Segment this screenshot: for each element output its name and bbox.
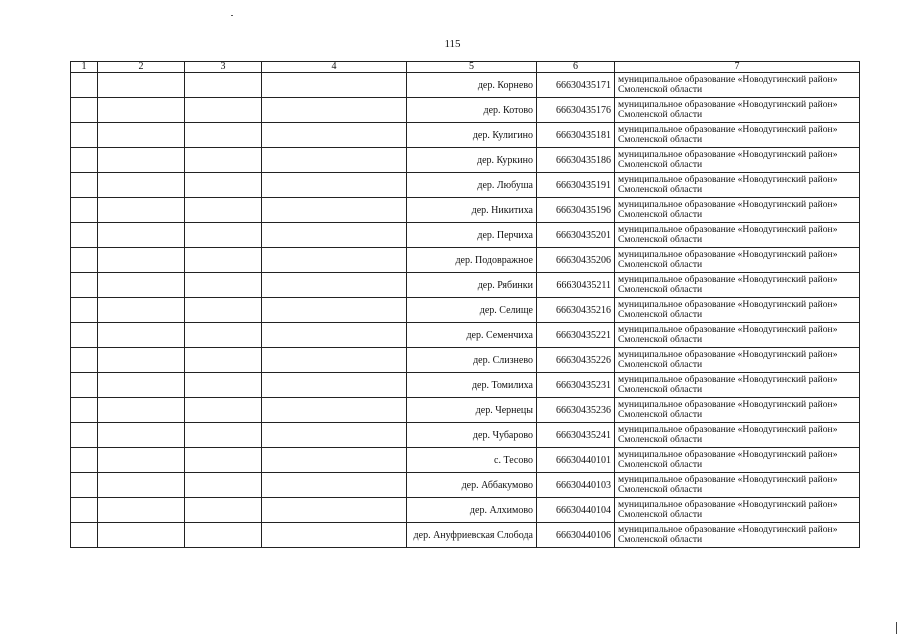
municipality-cell: муниципальное образование «Новодугинский район» Смоленской области	[615, 148, 860, 173]
column-header: 5	[407, 62, 537, 73]
empty-cell	[71, 123, 98, 148]
table-row	[71, 198, 860, 223]
settlement-name: дер. Перчиха	[407, 223, 537, 248]
settlement-name: дер. Чубарово	[407, 423, 537, 448]
empty-cell	[98, 148, 185, 173]
municipality-cell: муниципальное образование «Новодугинский район» Смоленской области	[615, 398, 860, 423]
empty-cell	[98, 348, 185, 373]
empty-cell	[262, 398, 407, 423]
empty-cell	[262, 523, 407, 548]
municipality-cell: муниципальное образование «Новодугинский район» Смоленской области	[615, 173, 860, 198]
empty-cell	[98, 223, 185, 248]
empty-cell	[185, 223, 262, 248]
empty-cell	[98, 273, 185, 298]
settlement-name: дер. Котово	[407, 98, 537, 123]
settlement-name: дер. Никитиха	[407, 198, 537, 223]
settlement-name: дер. Корнево	[407, 73, 537, 98]
table-row	[71, 373, 860, 398]
okato-code: 66630435196	[537, 198, 615, 223]
empty-cell	[71, 373, 98, 398]
empty-cell	[262, 498, 407, 523]
settlement-name: дер. Куркино	[407, 148, 537, 173]
municipality-cell: муниципальное образование «Новодугинский район» Смоленской области	[615, 73, 860, 98]
okato-code: 66630435191	[537, 173, 615, 198]
empty-cell	[185, 298, 262, 323]
column-header: 4	[262, 62, 407, 73]
empty-cell	[262, 173, 407, 198]
settlement-name: дер. Аббакумово	[407, 473, 537, 498]
empty-cell	[98, 373, 185, 398]
settlement-name: дер. Кулигино	[407, 123, 537, 148]
empty-cell	[185, 473, 262, 498]
municipality-cell: муниципальное образование «Новодугинский район» Смоленской области	[615, 323, 860, 348]
empty-cell	[185, 423, 262, 448]
settlement-name: дер. Семенчиха	[407, 323, 537, 348]
empty-cell	[262, 248, 407, 273]
empty-cell	[185, 173, 262, 198]
empty-cell	[262, 298, 407, 323]
okato-code: 66630435206	[537, 248, 615, 273]
okato-code: 66630435211	[537, 273, 615, 298]
empty-cell	[71, 473, 98, 498]
empty-cell	[98, 248, 185, 273]
table-row	[71, 473, 860, 498]
okato-code: 66630435226	[537, 348, 615, 373]
settlement-name: дер. Слизнево	[407, 348, 537, 373]
empty-cell	[262, 123, 407, 148]
empty-cell	[71, 173, 98, 198]
empty-cell	[98, 198, 185, 223]
municipality-cell: муниципальное образование «Новодугинский район» Смоленской области	[615, 498, 860, 523]
table-row	[71, 448, 860, 473]
empty-cell	[262, 323, 407, 348]
scan-speck	[231, 15, 233, 16]
settlement-table	[70, 61, 860, 548]
column-header: 6	[537, 62, 615, 73]
municipality-cell: муниципальное образование «Новодугинский район» Смоленской области	[615, 298, 860, 323]
settlement-name: дер. Селище	[407, 298, 537, 323]
column-header: 1	[71, 62, 98, 73]
empty-cell	[71, 273, 98, 298]
empty-cell	[98, 123, 185, 148]
empty-cell	[185, 148, 262, 173]
header-row	[71, 62, 860, 73]
empty-cell	[98, 473, 185, 498]
empty-cell	[262, 148, 407, 173]
empty-cell	[71, 348, 98, 373]
table-row	[71, 523, 860, 548]
empty-cell	[71, 298, 98, 323]
empty-cell	[98, 423, 185, 448]
municipality-cell: муниципальное образование «Новодугинский район» Смоленской области	[615, 523, 860, 548]
empty-cell	[71, 98, 98, 123]
table-row	[71, 298, 860, 323]
okato-code: 66630440103	[537, 473, 615, 498]
empty-cell	[98, 323, 185, 348]
empty-cell	[185, 373, 262, 398]
empty-cell	[185, 498, 262, 523]
okato-code: 66630435201	[537, 223, 615, 248]
okato-code: 66630440101	[537, 448, 615, 473]
empty-cell	[262, 423, 407, 448]
column-header: 2	[98, 62, 185, 73]
empty-cell	[262, 73, 407, 98]
column-header: 7	[615, 62, 860, 73]
municipality-cell: муниципальное образование «Новодугинский район» Смоленской области	[615, 373, 860, 398]
empty-cell	[98, 448, 185, 473]
table-row	[71, 148, 860, 173]
empty-cell	[98, 298, 185, 323]
empty-cell	[71, 423, 98, 448]
empty-cell	[262, 273, 407, 298]
table-row	[71, 273, 860, 298]
settlement-name: дер. Рябинки	[407, 273, 537, 298]
empty-cell	[262, 373, 407, 398]
municipality-cell: муниципальное образование «Новодугинский район» Смоленской области	[615, 198, 860, 223]
empty-cell	[98, 523, 185, 548]
okato-code: 66630435221	[537, 323, 615, 348]
empty-cell	[71, 73, 98, 98]
empty-cell	[71, 498, 98, 523]
municipality-cell: муниципальное образование «Новодугинский район» Смоленской области	[615, 348, 860, 373]
table-row	[71, 398, 860, 423]
settlement-name: дер. Ануфриевская Слобода	[407, 523, 537, 548]
empty-cell	[71, 248, 98, 273]
table-row	[71, 323, 860, 348]
empty-cell	[71, 448, 98, 473]
municipality-cell: муниципальное образование «Новодугинский район» Смоленской области	[615, 273, 860, 298]
municipality-cell: муниципальное образование «Новодугинский район» Смоленской области	[615, 223, 860, 248]
empty-cell	[71, 323, 98, 348]
okato-code: 66630435171	[537, 73, 615, 98]
okato-code: 66630435181	[537, 123, 615, 148]
empty-cell	[262, 98, 407, 123]
municipality-cell: муниципальное образование «Новодугинский район» Смоленской области	[615, 98, 860, 123]
settlement-name: с. Тесово	[407, 448, 537, 473]
okato-code: 66630440104	[537, 498, 615, 523]
settlement-name: дер. Любуша	[407, 173, 537, 198]
table-row	[71, 498, 860, 523]
empty-cell	[185, 348, 262, 373]
empty-cell	[185, 323, 262, 348]
empty-cell	[262, 448, 407, 473]
okato-code: 66630435176	[537, 98, 615, 123]
table-row	[71, 223, 860, 248]
empty-cell	[71, 398, 98, 423]
table-row	[71, 173, 860, 198]
empty-cell	[185, 98, 262, 123]
column-header: 3	[185, 62, 262, 73]
scan-edge-mark	[896, 622, 897, 634]
empty-cell	[185, 198, 262, 223]
empty-cell	[71, 523, 98, 548]
empty-cell	[262, 473, 407, 498]
municipality-cell: муниципальное образование «Новодугинский район» Смоленской области	[615, 473, 860, 498]
table-row	[71, 423, 860, 448]
settlement-name: дер. Чернецы	[407, 398, 537, 423]
empty-cell	[185, 523, 262, 548]
table-row	[71, 123, 860, 148]
empty-cell	[262, 223, 407, 248]
okato-code: 66630435216	[537, 298, 615, 323]
empty-cell	[98, 73, 185, 98]
empty-cell	[98, 498, 185, 523]
empty-cell	[185, 273, 262, 298]
table-body	[71, 73, 860, 548]
municipality-cell: муниципальное образование «Новодугинский район» Смоленской области	[615, 248, 860, 273]
table-row	[71, 348, 860, 373]
municipality-cell: муниципальное образование «Новодугинский район» Смоленской области	[615, 448, 860, 473]
empty-cell	[185, 248, 262, 273]
okato-code: 66630435186	[537, 148, 615, 173]
table-row	[71, 73, 860, 98]
empty-cell	[185, 73, 262, 98]
empty-cell	[185, 123, 262, 148]
municipality-cell: муниципальное образование «Новодугинский район» Смоленской области	[615, 423, 860, 448]
table-row	[71, 248, 860, 273]
empty-cell	[71, 148, 98, 173]
settlement-name: дер. Подовражное	[407, 248, 537, 273]
empty-cell	[185, 398, 262, 423]
empty-cell	[98, 173, 185, 198]
empty-cell	[71, 198, 98, 223]
empty-cell	[71, 223, 98, 248]
municipality-cell: муниципальное образование «Новодугинский район» Смоленской области	[615, 123, 860, 148]
page-number: 115	[444, 38, 461, 50]
settlement-name: дер. Алхимово	[407, 498, 537, 523]
settlement-name: дер. Томилиха	[407, 373, 537, 398]
empty-cell	[98, 398, 185, 423]
okato-code: 66630435231	[537, 373, 615, 398]
okato-code: 66630435241	[537, 423, 615, 448]
table-row	[71, 98, 860, 123]
okato-code: 66630440106	[537, 523, 615, 548]
empty-cell	[98, 98, 185, 123]
okato-code: 66630435236	[537, 398, 615, 423]
empty-cell	[185, 448, 262, 473]
empty-cell	[262, 348, 407, 373]
empty-cell	[262, 198, 407, 223]
